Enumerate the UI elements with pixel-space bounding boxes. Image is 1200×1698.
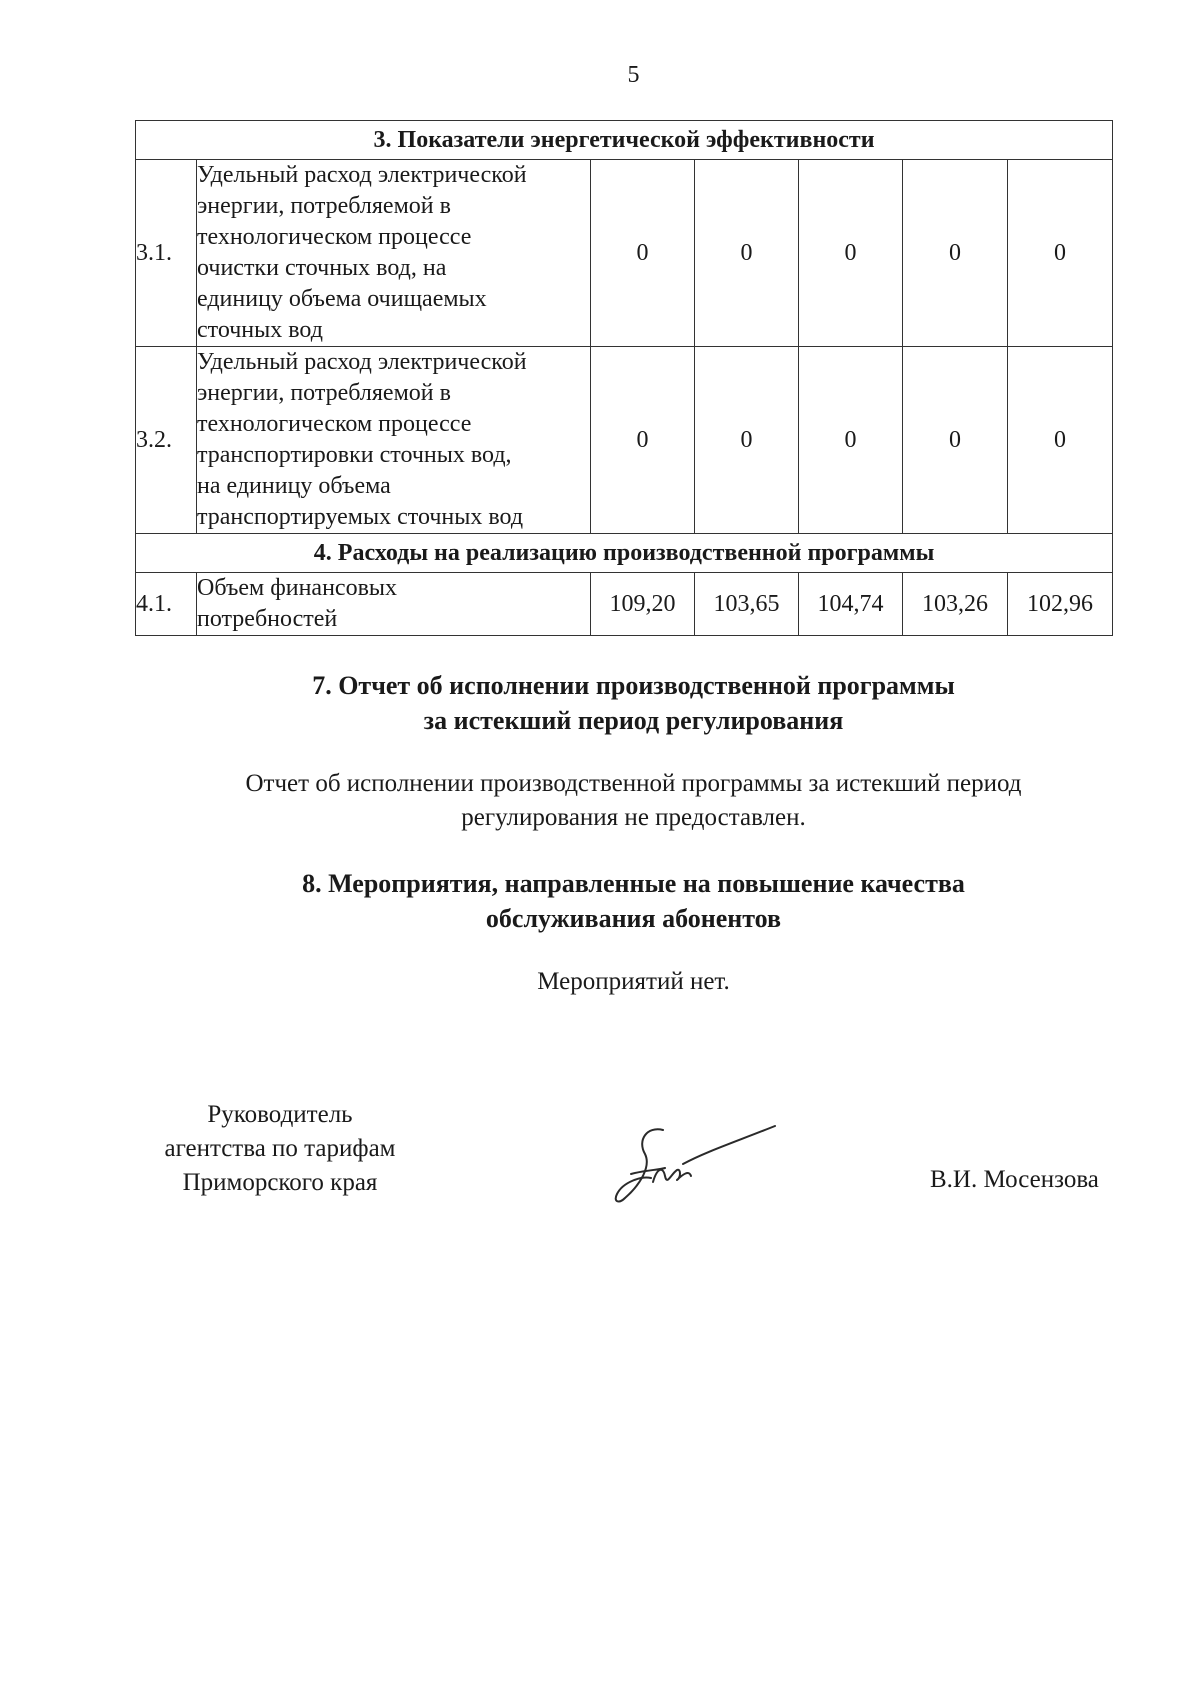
value-cell: 0 xyxy=(695,160,799,347)
row-number: 3.2. xyxy=(136,347,197,534)
section-8-title-line-1: 8. Мероприятия, направленные на повышение качества xyxy=(302,869,965,898)
section-8-title-line-2: обслуживания абонентов xyxy=(485,904,782,933)
value-cell: 103,26 xyxy=(903,573,1008,636)
desc-line: сточных вод xyxy=(197,317,323,343)
position-line: Приморского края xyxy=(182,1169,378,1196)
value-cell: 0 xyxy=(695,347,799,534)
row-number: 3.1. xyxy=(136,160,197,347)
table-row-4-1 xyxy=(136,573,1113,636)
value-cell: 0 xyxy=(903,160,1008,347)
desc-line: единицу объема очищаемых xyxy=(197,286,487,312)
desc-line: технологическом процессе xyxy=(197,224,472,250)
position-line: агентства по тарифам xyxy=(164,1135,396,1162)
desc-line: потребностей xyxy=(197,606,338,632)
value-cell: 102,96 xyxy=(1008,573,1113,636)
section-3-header-row xyxy=(136,121,1113,160)
table-row-3-2 xyxy=(136,347,1113,534)
desc-line: энергии, потребляемой в xyxy=(197,193,451,219)
desc-line: очистки сточных вод, на xyxy=(197,255,447,281)
row-description xyxy=(197,347,591,534)
section-4-title: 4. Расходы на реализацию производственной программы xyxy=(136,534,1113,573)
value-cell: 104,74 xyxy=(799,573,903,636)
value-cell: 103,65 xyxy=(695,573,799,636)
value-cell: 0 xyxy=(799,347,903,534)
desc-line: транспортируемых сточных вод xyxy=(197,504,524,530)
value-cell: 0 xyxy=(591,347,695,534)
value-cell: 0 xyxy=(903,347,1008,534)
section-4-header-row xyxy=(136,534,1113,573)
desc-line: Удельный расход электрической xyxy=(197,162,527,188)
section-7-title-line-1: 7. Отчет об исполнении производственной программы xyxy=(312,671,955,700)
signer-name: В.И. Мосензова xyxy=(930,1166,1099,1193)
section-7-text-line-2: регулирования не предоставлен. xyxy=(461,804,806,831)
row-number: 4.1. xyxy=(136,573,197,636)
position-line: Руководитель xyxy=(207,1101,353,1128)
desc-line: энергии, потребляемой в xyxy=(197,380,451,406)
desc-line: Объем финансовых xyxy=(197,575,398,601)
desc-line: технологическом процессе xyxy=(197,411,472,437)
signer-position xyxy=(130,1098,430,1200)
value-cell: 109,20 xyxy=(591,573,695,636)
section-7-title-line-2: за истекший период регулирования xyxy=(423,706,844,735)
value-cell: 0 xyxy=(1008,347,1113,534)
page-number: 5 xyxy=(627,62,640,88)
section-7-text-line-1: Отчет об исполнении производственной программы за истекший период xyxy=(245,770,1022,797)
indicators-table xyxy=(135,120,1113,636)
row-description xyxy=(197,160,591,347)
section-3-title: 3. Показатели энергетической эффективности xyxy=(136,121,1113,160)
desc-line: Удельный расход электрической xyxy=(197,349,527,375)
table-row-3-1 xyxy=(136,160,1113,347)
section-8-text: Мероприятий нет. xyxy=(537,968,730,995)
value-cell: 0 xyxy=(799,160,903,347)
value-cell: 0 xyxy=(591,160,695,347)
desc-line: транспортировки сточных вод, xyxy=(197,442,512,468)
row-description xyxy=(197,573,591,636)
handwritten-signature xyxy=(585,1112,785,1212)
value-cell: 0 xyxy=(1008,160,1113,347)
desc-line: на единицу объема xyxy=(197,473,391,499)
